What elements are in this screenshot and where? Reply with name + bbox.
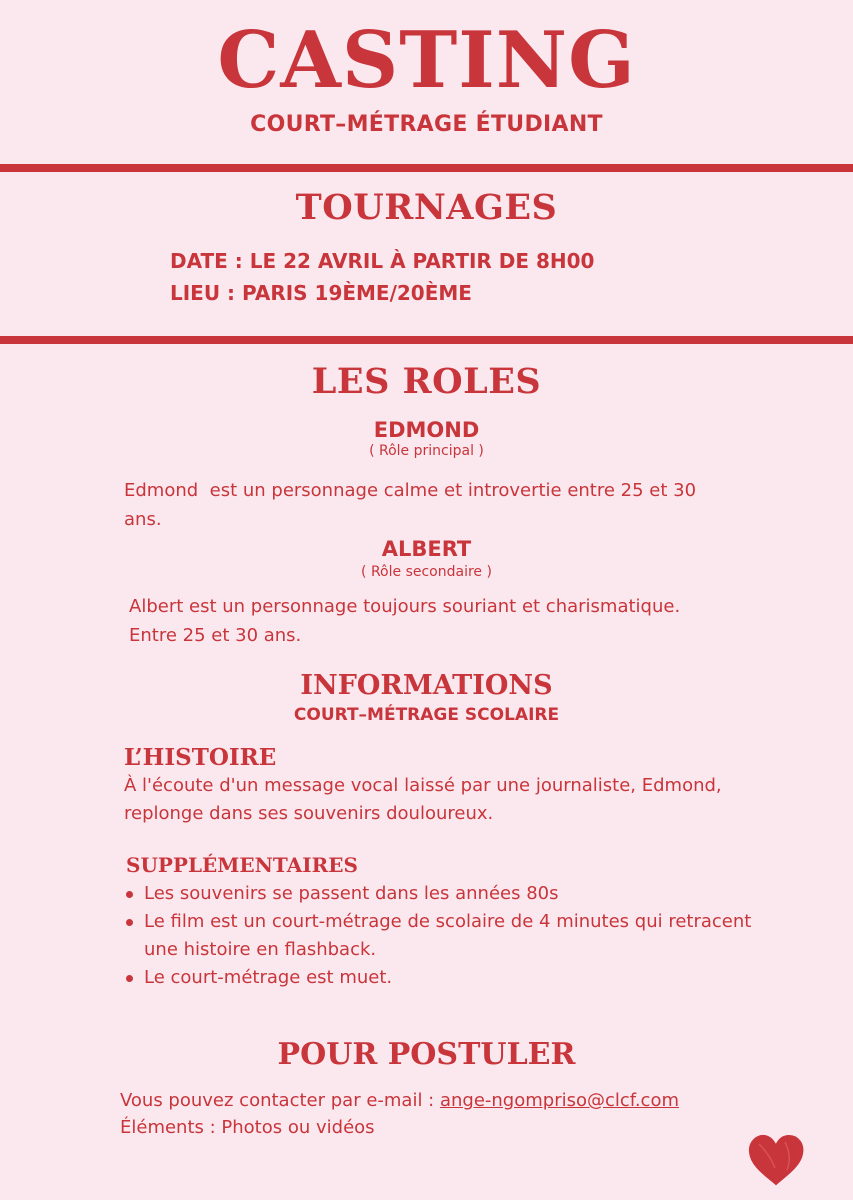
- list-item: [124, 964, 824, 992]
- list-item-text: Le court-métrage est muet.: [144, 967, 393, 988]
- email-link[interactable]: ange-ngompriso@clcf.com: [439, 1090, 679, 1111]
- tournages-heading: TOURNAGES: [295, 187, 558, 228]
- list-item: [124, 880, 824, 908]
- roles-heading: LES ROLES: [311, 361, 542, 402]
- role-type-edmond: ( Rôle principal ): [369, 443, 484, 459]
- informations-subheading: COURT–MÉTRAGE SCOLAIRE: [293, 705, 560, 725]
- role-name-edmond: EDMOND: [373, 418, 480, 442]
- contact-prefix: Vous pouvez contacter par e-mail :: [120, 1090, 440, 1111]
- role-desc-albert-line2: Entre 25 et 30 ans.: [129, 625, 302, 646]
- bullet-icon: [126, 891, 133, 898]
- elements-line: Éléments : Photos ou vidéos: [120, 1117, 375, 1138]
- middle-divider: [0, 336, 853, 344]
- role-desc-edmond-line1: Edmond est un personnage calme et introvertie entre 25 et 30: [124, 480, 697, 501]
- heart-icon: [745, 1128, 807, 1190]
- histoire-heading: L’HISTOIRE: [124, 744, 277, 771]
- histoire-line2: replonge dans ses souvenirs douloureux.: [124, 803, 494, 824]
- page-title: CASTING: [217, 15, 636, 106]
- list-item-text: Les souvenirs se passent dans les années 80s: [144, 883, 559, 904]
- role-desc-albert: [129, 592, 829, 650]
- informations-heading: INFORMATIONS: [300, 670, 553, 701]
- heart-shape: [750, 1136, 802, 1184]
- role-type-albert: ( Rôle secondaire ): [361, 564, 492, 580]
- bullet-icon: [126, 975, 133, 982]
- supplementaires-list: [124, 880, 824, 992]
- histoire-line1: À l'écoute d'un message vocal laissé par une journaliste, Edmond,: [124, 775, 722, 796]
- top-divider: [0, 164, 853, 172]
- role-name-albert: ALBERT: [381, 537, 472, 561]
- list-item: [124, 908, 824, 964]
- postuler-heading: POUR POSTULER: [277, 1037, 576, 1072]
- list-item-text-cont: une histoire en flashback.: [144, 939, 377, 960]
- tournages-lieu: LIEU : PARIS 19ÈME/20ÈME: [170, 281, 472, 305]
- role-desc-albert-line1: Albert est un personnage toujours souriant et charismatique.: [129, 596, 681, 617]
- contact-line: [120, 1087, 820, 1114]
- tournages-date: DATE : LE 22 AVRIL À PARTIR DE 8H00: [170, 249, 595, 273]
- histoire-text: [124, 772, 824, 828]
- supplementaires-heading: SUPPLÉMENTAIRES: [126, 853, 358, 877]
- postuler-contact: [120, 1087, 820, 1141]
- role-desc-edmond: [124, 476, 824, 534]
- page-subtitle: COURT–MÉTRAGE ÉTUDIANT: [250, 112, 603, 137]
- bullet-icon: [126, 919, 133, 926]
- list-item-text: Le film est un court-métrage de scolaire de 4 minutes qui retracent: [144, 911, 752, 932]
- role-desc-edmond-line2: ans.: [124, 509, 162, 530]
